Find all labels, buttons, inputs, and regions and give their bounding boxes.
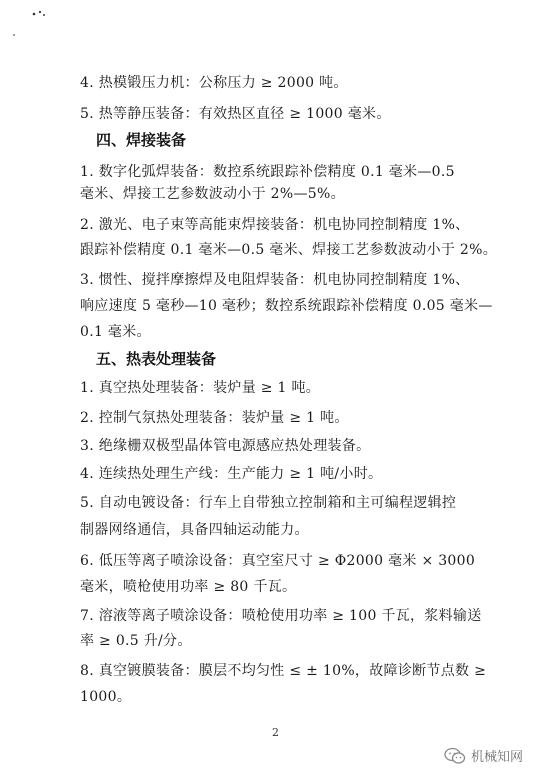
item-hot-isostatic-press: 5. 热等静压装备：有效热区直径 ≥ 1000 毫米。 (80, 106, 391, 122)
item-controlled-atmosphere-treatment: 2. 控制气氛热处理装备：装炉量 ≥ 1 吨。 (80, 410, 349, 426)
item-low-pressure-plasma-spray-line2: 毫米，喷枪使用功率 ≥ 80 千瓦。 (80, 579, 297, 595)
scan-speckle-marks (0, 0, 60, 40)
page-number: 2 (272, 726, 279, 739)
item-friction-resistance-welding-line1: 3. 惯性、搅拌摩擦焊及电阻焊装备：机电协同控制精度 1%、 (80, 272, 470, 288)
item-vacuum-heat-treatment: 1. 真空热处理装备：装炉量 ≥ 1 吨。 (80, 380, 321, 396)
item-laser-ebeam-welding-line1: 2. 激光、电子束等高能束焊接装备：机电协同控制精度 1%、 (80, 217, 470, 233)
item-solution-plasma-spray-line2: 率 ≥ 0.5 升/分。 (80, 633, 192, 649)
item-continuous-treatment-line: 4. 连续热处理生产线：生产能力 ≥ 1 吨/小时。 (80, 466, 383, 482)
item-vacuum-coating-line1: 8. 真空镀膜装备：膜层不均匀性 ≤ ± 10%，故障诊断节点数 ≥ (80, 663, 487, 679)
watermark (444, 746, 523, 765)
item-auto-electroplating-line2: 制器网络通信，具备四轴运动能力。 (80, 522, 309, 538)
item-auto-electroplating-line1: 5. 自动电镀设备：行车上自带独立控制箱和主可编程逻辑控 (80, 495, 457, 511)
item-vacuum-coating-line2: 1000。 (80, 689, 132, 705)
wechat-icon (444, 747, 466, 765)
item-laser-ebeam-welding-line2: 跟踪补偿精度 0.1 毫米—0.5 毫米、焊接工艺参数波动小于 2%。 (80, 242, 498, 258)
item-digital-arc-welding-line2: 毫米、焊接工艺参数波动小于 2%—5%。 (80, 186, 345, 202)
item-friction-resistance-welding-line3: 0.1 毫米。 (80, 324, 151, 340)
watermark-text: 机械知网 (471, 750, 524, 765)
item-friction-resistance-welding-line2: 响应速度 5 毫秒—10 毫秒；数控系统跟踪补偿精度 0.05 毫米— (80, 298, 493, 314)
item-solution-plasma-spray-line1: 7. 溶液等离子喷涂设备：喷枪使用功率 ≥ 100 千瓦，浆料输送 (80, 608, 482, 624)
item-digital-arc-welding-line1: 1. 数字化弧焊装备：数控系统跟踪补偿精度 0.1 毫米—0.5 (80, 164, 455, 180)
item-hot-die-forging-press: 4. 热模锻压力机：公称压力 ≥ 2000 吨。 (80, 75, 348, 91)
item-low-pressure-plasma-spray-line1: 6. 低压等离子喷涂设备：真空室尺寸 ≥ Φ2000 毫米 × 3000 (80, 553, 476, 569)
item-igbt-induction-treatment: 3. 绝缘栅双极型晶体管电源感应热处理装备。 (80, 438, 371, 454)
section-heading-welding: 四、焊接装备 (96, 131, 187, 149)
section-heading-heat-surface-treatment: 五、热表处理装备 (96, 350, 217, 368)
